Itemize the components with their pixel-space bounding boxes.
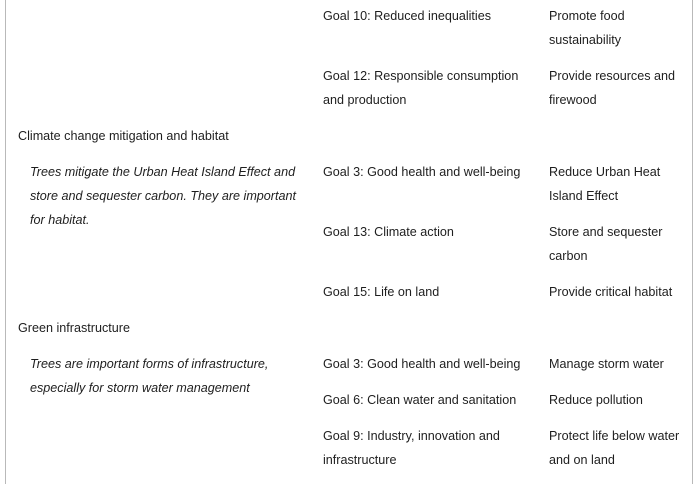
document-page — [5, 0, 693, 484]
goal-cell: Goal 6: Clean water and sanitation — [323, 393, 517, 407]
action-cell: Reduce Urban Heat Island Effect — [549, 165, 661, 203]
action-cell: Provide critical habitat — [549, 285, 673, 299]
action-cell: Promote food sustainability — [549, 9, 625, 47]
section-description: Trees mitigate the Urban Heat Island Effect and store and sequester carbon. They are important for habitat. — [30, 165, 297, 227]
goal-cell: Goal 12: Responsible consumption and production — [323, 69, 519, 107]
action-cell: Protect life below water and on land — [549, 429, 680, 467]
action-cell: Manage storm water — [549, 357, 664, 371]
goal-cell: Goal 9: Industry, innovation and infrastructure — [323, 429, 500, 467]
goal-cell: Goal 13: Climate action — [323, 225, 454, 239]
goal-cell: Goal 15: Life on land — [323, 285, 440, 299]
action-cell: Reduce pollution — [549, 393, 643, 407]
action-cell: Provide resources and firewood — [549, 69, 676, 107]
goal-cell: Goal 3: Good health and well-being — [323, 165, 521, 179]
section-description: Trees are important forms of infrastructure, especially for storm water management — [30, 357, 269, 395]
goal-cell: Goal 10: Reduced inequalities — [323, 9, 492, 23]
action-cell: Store and sequester carbon — [549, 225, 663, 263]
goal-cell: Goal 3: Good health and well-being — [323, 357, 521, 371]
section-title: Green infrastructure — [18, 321, 130, 335]
section-title: Climate change mitigation and habitat — [18, 129, 229, 143]
